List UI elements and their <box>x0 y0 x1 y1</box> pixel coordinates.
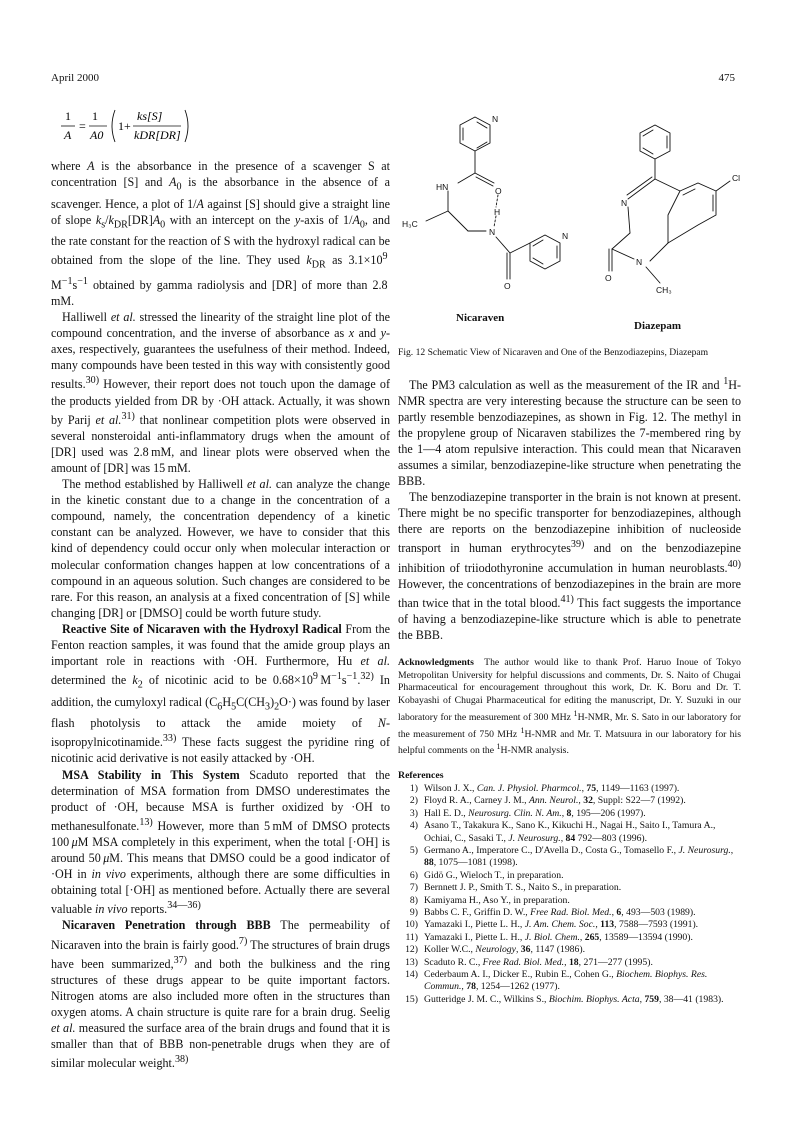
reference-item <box>398 820 741 845</box>
reference-item <box>398 969 741 994</box>
right-column <box>398 103 741 1006</box>
dz-O: O <box>605 273 612 283</box>
acknowledgments-body: The author would like to thank Prof. Haruo Inoue of Tokyo Metropolitan University for helpful discussions and comments, Dr. S. Naito of Chugai Pharmaceutical for encouragement throughout this work, Dr. K. Boru and Dr. T. Kobayashi of Chugai Pharmaceutical for editing the manuscript, Dr. Y. Suzuki in our laboratory for the measurement of 300 MHz $^1$H-NMR, Mr. S. Sato in our laboratory for the measurement of 750 MHz $^1$H-NMR and Mr. T. Matsuura in our laboratory for his helpful comments on the $^1$H-NMR analysis. <box>398 657 742 757</box>
reference-item <box>398 907 741 919</box>
dz-CH3: CH₃ <box>656 285 672 295</box>
reference-number: 1) <box>409 782 418 794</box>
nic-N-pyr2: N <box>562 231 569 241</box>
reference-text: Asano T., Takakura K., Sano K., Kikuchi H., Nagai H., Saito I., Tamura A., Ochiai, C., Sasaki T., J. Neurosurg., 84 792—803 (1996). <box>424 820 716 844</box>
reference-number: 3) <box>409 807 418 819</box>
eq-kdr: kDR[DR] <box>134 128 181 142</box>
scavenger-equation <box>51 100 390 152</box>
reference-number: 15) <box>405 993 418 1005</box>
dz-Cl: Cl <box>732 173 741 183</box>
nic-H3C: H₃C <box>402 219 418 229</box>
nicaraven-structure <box>426 117 560 279</box>
eq-numerator-2: 1 <box>92 109 98 123</box>
reference-text: Wilson J. X., Can. J. Physiol. Pharmcol., 75, 1149—1163 (1997). <box>424 782 680 794</box>
nic-N-ring: N <box>489 227 496 237</box>
eq-numerator-1: 1 <box>65 109 71 123</box>
acknowledgments <box>398 657 741 758</box>
reference-item <box>398 895 741 907</box>
reference-item <box>398 870 741 882</box>
svg-text:=: = <box>79 119 86 133</box>
eq-denominator-A0: A0 <box>90 128 104 142</box>
right-paragraph: The benzodiazepine transporter in the brain is not known at present. There might be no specific transporter for benzodiazepines, although there are reports on the benzodiazepine inhibition of nucleoside transport in human erythrocytes$^{39)}$ and on the benzodiazepine inhibition of triiodothyronine accumulation in human neuroblasts.$^{40)}$ However, the concentrations of benzodiazepines in the brain are more than twice that in the total blood.$^{41)}$ This fact suggests the importance of having a benzodiazepine-like structure which is able to penetrate the BBB. <box>398 490 742 643</box>
page-number: 475 <box>718 72 735 84</box>
reference-number: 6) <box>409 869 418 881</box>
reference-number: 5) <box>409 845 418 857</box>
reference-text: Floyd R. A., Carney J. M., Ann. Neurol., 32, Suppl: S22—7 (1992). <box>424 795 686 807</box>
reference-item <box>398 795 741 807</box>
reference-text: Gutteridge J. M. C., Wilkins S., Biochim. Biophys. Acta, 759, 38—41 (1983). <box>424 993 724 1005</box>
reference-item <box>398 957 741 969</box>
left-paragraph: Reactive Site of Nicaraven with the Hydroxyl Radical From the Fenton reaction samples, it was found that the amide group plays an important role in reactions with ·OH. Furthermore, Hu et al. determined the $k_2$ of nicotinic acid to be $0.68\times 10^9$ $M^{-1}s^{-1}.^{32)}$ In addition, the cumyloxyl radical $(C_6H_5C(CH_3)_2O\cdot)$ was found by laser flash photolysis to attack the amide moiety of N-isopropylnicotinamide.$^{33)}$ These facts suggest the pyridine ring of nicotinic acid derivative is not easily attacked by ·OH. <box>51 621 390 766</box>
reference-text: Germano A., Imperatore C., D'Avella D., Costa G., Tomasello F., J. Neurosurg., 88, 1075—1081 (1998). <box>424 845 734 869</box>
reference-item <box>398 783 741 795</box>
nic-O-amide: O <box>495 186 502 196</box>
reference-item <box>398 882 741 894</box>
nic-O-bottom: O <box>504 281 511 291</box>
acknowledgments-title: Acknowledgments <box>398 657 474 669</box>
reference-item <box>398 919 741 931</box>
reference-item <box>398 808 741 820</box>
nic-HN: HN <box>436 182 449 192</box>
reference-text: Scaduto R. C., Free Rad. Biol. Med., 18, 271—277 (1995). <box>424 956 653 968</box>
left-paragraph: where A is the absorbance in the presence of a scavenger S at concentration [S] and $A_0$ is the absorbance in the absence of a scavenger. Hence, a plot of 1/A against [S] should give a straight line of slope $k_s/k_{DR}[DR]A_0$ with an intercept on the y-axis of $1/A_0$, and the rate constant for the reaction of S with the hydroxyl radical can be obtained from the slope of the line. They used $k_{DR}$ as $3.1\times 10^9$ $M^{-1}s^{-1}$ obtained by gamma radiolysis and [DR] of more than 2.8 mM. <box>51 159 390 308</box>
reference-text: Babbs C. F., Griffin D. W., Free Rad. Biol. Med., 6, 493—503 (1989). <box>424 907 696 919</box>
reference-number: 13) <box>405 956 418 968</box>
right-paragraph: The PM3 calculation as well as the measurement of the IR and $^1$H-NMR spectra are very interesting because the structure can be seen to partly resemble benzodiazepines, as shown in Fig. 12. The methyl in the propylene group of Nicaraven stabilizes the 7-membered ring by the 1—4 atom repulsive interaction. This could mean that Nicaraven assumes a similar, benzodiazepine-like structure when penetrating the BBB. <box>398 375 741 489</box>
reference-text: Kamiyama H., Aso Y., in preparation. <box>424 894 570 906</box>
reference-number: 8) <box>409 894 418 906</box>
reference-text: Cederbaum A. I., Dicker E., Rubin E., Cohen G., Biochem. Biophys. Res. Commun., 78, 1254—1262 (1977). <box>424 969 708 993</box>
left-paragraph: Halliwell et al. stressed the linearity of the straight line plot of the compound concentration, and the inverse of absorbance as x and y-axes, respectively, guarantees the usefulness of their method. Indeed, many compounds have been tested in this way with consistently good results.$^{30)}$ However, their report does not touch upon the damage of the products yielded from DR by ·OH attack. Actually, it was shown by Parij et al.$^{31)}$ that nonlinear competition plots were observed in several nonsteroidal anti-inflammatory drugs when the amount of [DR] used was 2.8 mM, and linear plots were observed when the amount of [DR] was 15 mM. <box>51 310 391 475</box>
reference-number: 7) <box>409 882 418 894</box>
reference-text: Gidö G., Wieloch T., in preparation. <box>424 869 564 881</box>
dz-N-amide: N <box>636 257 643 267</box>
eq-ks: ks[S] <box>137 109 163 123</box>
reference-number: 4) <box>409 820 418 832</box>
eq-denominator-A: A <box>64 128 72 142</box>
left-paragraph: Nicaraven Penetration through BBB The permeability of Nicaraven into the brain is fairly good.$^{7)}$ The structures of brain drugs have been summarized,$^{37)}$ and both the bulkiness and the ring structures of these drugs appear to be quite important factors. Nitrogen atoms are also included more often in the structures than oxygen atoms. A chain structure is quite rare for a brain drug. Seelig et al. measured the surface area of the brain drugs and found that it is smaller than that of BBB non-penetrable drugs when they are of similar molecular weight.$^{38)}$ <box>51 918 390 1071</box>
reference-text: Yamazaki I., Piette L. H., J. Biol. Chem., 265, 13589—13594 (1990). <box>424 931 693 943</box>
left-paragraph: The method established by Halliwell et al. can analyze the change in the kinetic constant due to a change in the concentration of a compound, namely, the concentration dependency of a kinetic constant can be analyzed. However, we have to consider that this kind of dependency could occur only when molecular interaction or molecular conformation changes happen at low concentrations of a compound in an aqueous solution. Such changes are considered to be rare. For this reason, an analysis at a fixed concentration of [S] while changing [DR] or [DMSO] could be worth future study. <box>51 477 391 620</box>
reference-number: 12) <box>405 944 418 956</box>
reference-text: Bernnett J. P., Smith T. S., Naito S., in preparation. <box>424 882 622 894</box>
reference-text: Koller W.C., Neurology, 36, 1147 (1986). <box>424 944 586 956</box>
reference-number: 9) <box>409 907 418 919</box>
right-body-text <box>398 374 741 644</box>
references-title: References <box>398 769 444 781</box>
nic-H: H <box>494 207 501 217</box>
left-body-text <box>51 158 390 1071</box>
references-list <box>398 783 741 1006</box>
reference-text: Yamazaki I., Piette L. H., J. Am. Chem. Soc., 113, 7588—7593 (1991). <box>424 919 699 931</box>
reference-number: 11) <box>405 931 418 943</box>
diazepam-label: Diazepam <box>634 320 682 332</box>
diazepam-structure <box>609 125 730 283</box>
nic-N-top: N <box>492 114 499 124</box>
reference-number: 10) <box>405 919 418 931</box>
figure-caption: Fig. 12 Schematic View of Nicaraven and One of the Benzodiazepins, Diazepam <box>398 347 709 358</box>
nicaraven-label: Nicaraven <box>456 312 505 324</box>
reference-item <box>398 845 741 870</box>
reference-number: 14) <box>405 969 418 981</box>
reference-item <box>398 944 741 956</box>
running-header-date: April 2000 <box>51 72 99 84</box>
reference-number: 2) <box>409 795 418 807</box>
reference-item <box>398 932 741 944</box>
figure-12 <box>398 103 741 343</box>
svg-text:1+: 1+ <box>118 119 131 133</box>
reference-item <box>398 994 741 1006</box>
dz-N-imine: N <box>621 198 628 208</box>
left-column <box>51 100 390 1071</box>
left-paragraph: MSA Stability in This System Scaduto reported that the determination of MSA formation from DMSO underestimates the product of ·OH, because MSA is further oxidized by ·OH to methanesulfonate.$^{13)}$ However, more than 5 mM of DMSO protects 100 μM MSA completely in this experiment, when the total [·OH] is around 50 μM. This means that DMSO could be a good indicator of ·OH in in vivo experiments, although there are some difficulties in obtaining total [·OH] as mentioned before. Actually there are several valuable in vivo reports.$^{34—36)}$ <box>51 767 391 917</box>
reference-text: Hall E. D., Neurosurg. Clin. N. Am., 8, 195—206 (1997). <box>424 807 646 819</box>
